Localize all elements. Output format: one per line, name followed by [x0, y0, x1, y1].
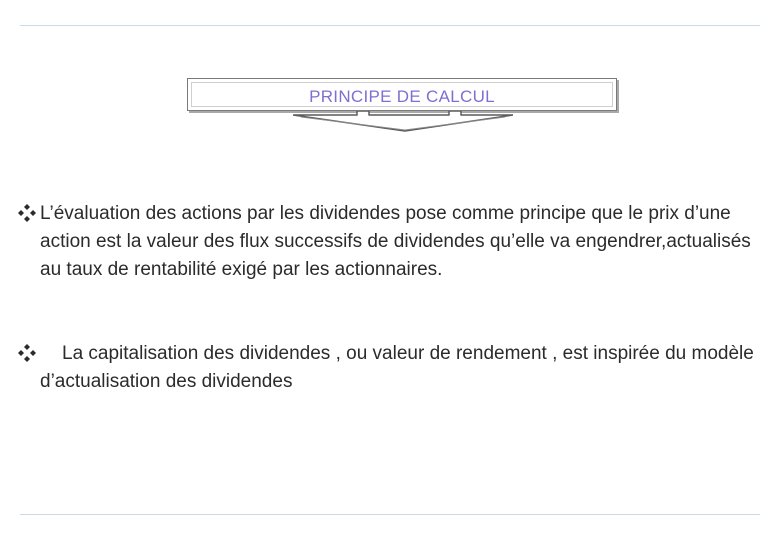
- diamond-bullet-icon: [18, 344, 36, 362]
- top-divider: [20, 25, 760, 26]
- title-banner: [187, 78, 623, 136]
- down-arrow-icon: [293, 111, 513, 133]
- bullet-text: La capitalisation des dividendes , ou valeur de rendement , est inspirée du modèle d’actualisation des dividendes: [40, 343, 754, 392]
- diamond-bullet-icon: [18, 204, 36, 222]
- page-title: PRINCIPE DE CALCUL: [309, 87, 495, 106]
- bottom-divider: [20, 514, 760, 515]
- title-box: [187, 78, 617, 111]
- bullet-text: L’évaluation des actions par les dividendes pose comme principe que le prix d’une action est la valeur des flux successifs de dividendes qu’elle va engendrer,actualisés au taux de rentabilité exigé par les actionnaires.: [40, 203, 751, 280]
- bullet-item: [18, 340, 758, 396]
- bullet-item: [18, 200, 758, 284]
- bullet-list: [18, 200, 758, 396]
